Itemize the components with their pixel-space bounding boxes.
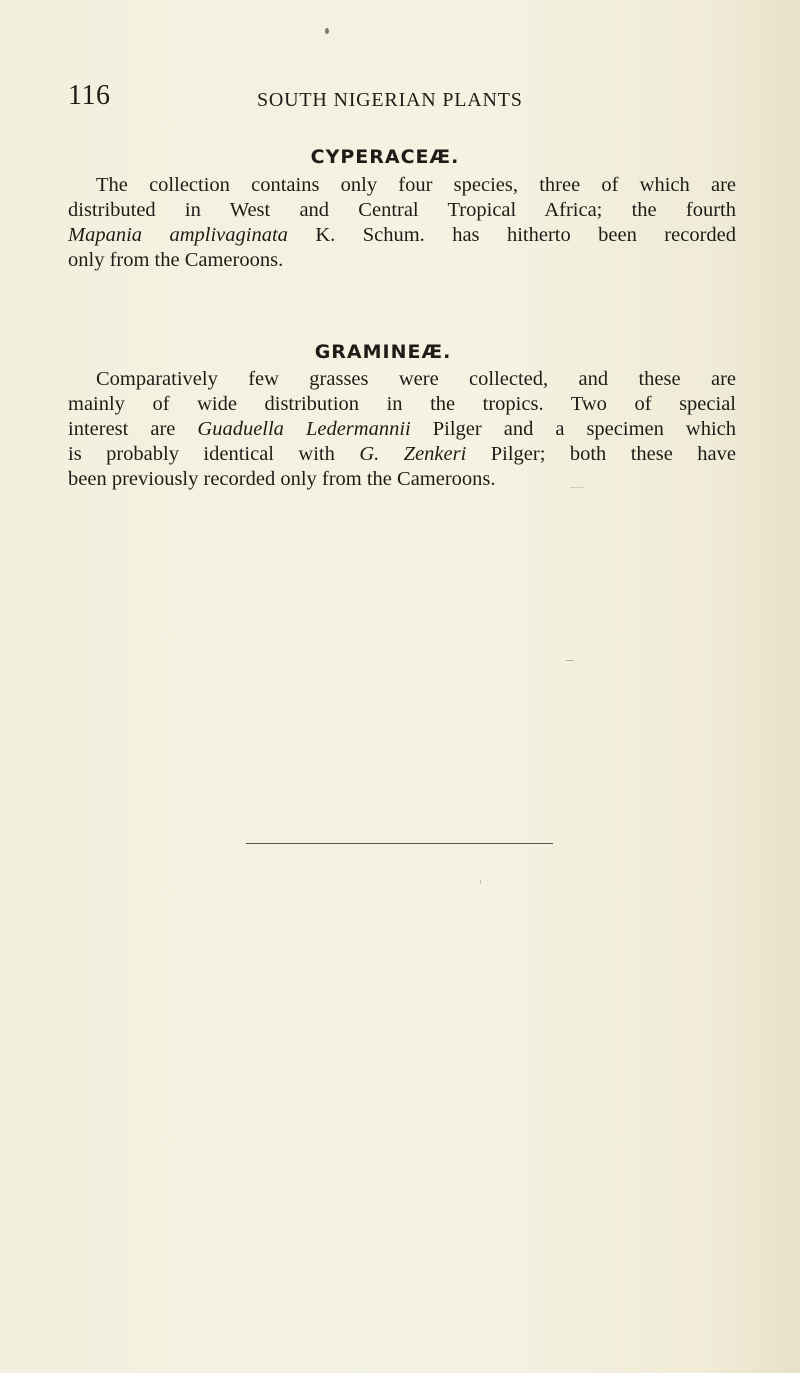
page-number: 116: [68, 80, 111, 111]
text-line-with-italic: Mapania amplivaginata K. Schum. has hitherto been recorded: [68, 224, 736, 246]
text-line-with-italic: is probably identical with G. Zenkeri Pilger; both these have: [68, 443, 736, 465]
section-heading-gramineae: GRAMINEÆ.: [314, 341, 452, 363]
paragraph-gramineae: [68, 367, 736, 492]
text-line: mainly of wide distribution in the tropics. Two of special: [68, 393, 736, 415]
text-line-with-italic: interest are Guaduella Ledermannii Pilger and a specimen which: [68, 418, 736, 440]
paragraph-cyperaceae: [68, 173, 736, 273]
paper-mark: [570, 487, 584, 488]
text-line: Comparatively few grasses were collected, and these are: [96, 368, 736, 390]
text-line: only from the Cameroons.: [68, 249, 284, 271]
end-rule: [246, 843, 553, 844]
text-line: distributed in West and Central Tropical Africa; the fourth: [68, 199, 736, 221]
paper-mark: [480, 880, 481, 884]
section-heading-cyperaceae: CYPERACEÆ.: [310, 146, 460, 168]
running-title: SOUTH NIGERIAN PLANTS: [257, 89, 523, 111]
text-line: The collection contains only four species, three of which are: [96, 174, 736, 196]
species-name: G. Zenkeri: [359, 443, 467, 465]
species-name: Guaduella Ledermannii: [197, 418, 411, 440]
text-line: been previously recorded only from the Cameroons.: [68, 468, 496, 490]
paper-mark: [566, 660, 574, 661]
ink-speck: [325, 28, 329, 34]
species-name: Mapania amplivaginata: [68, 224, 288, 246]
